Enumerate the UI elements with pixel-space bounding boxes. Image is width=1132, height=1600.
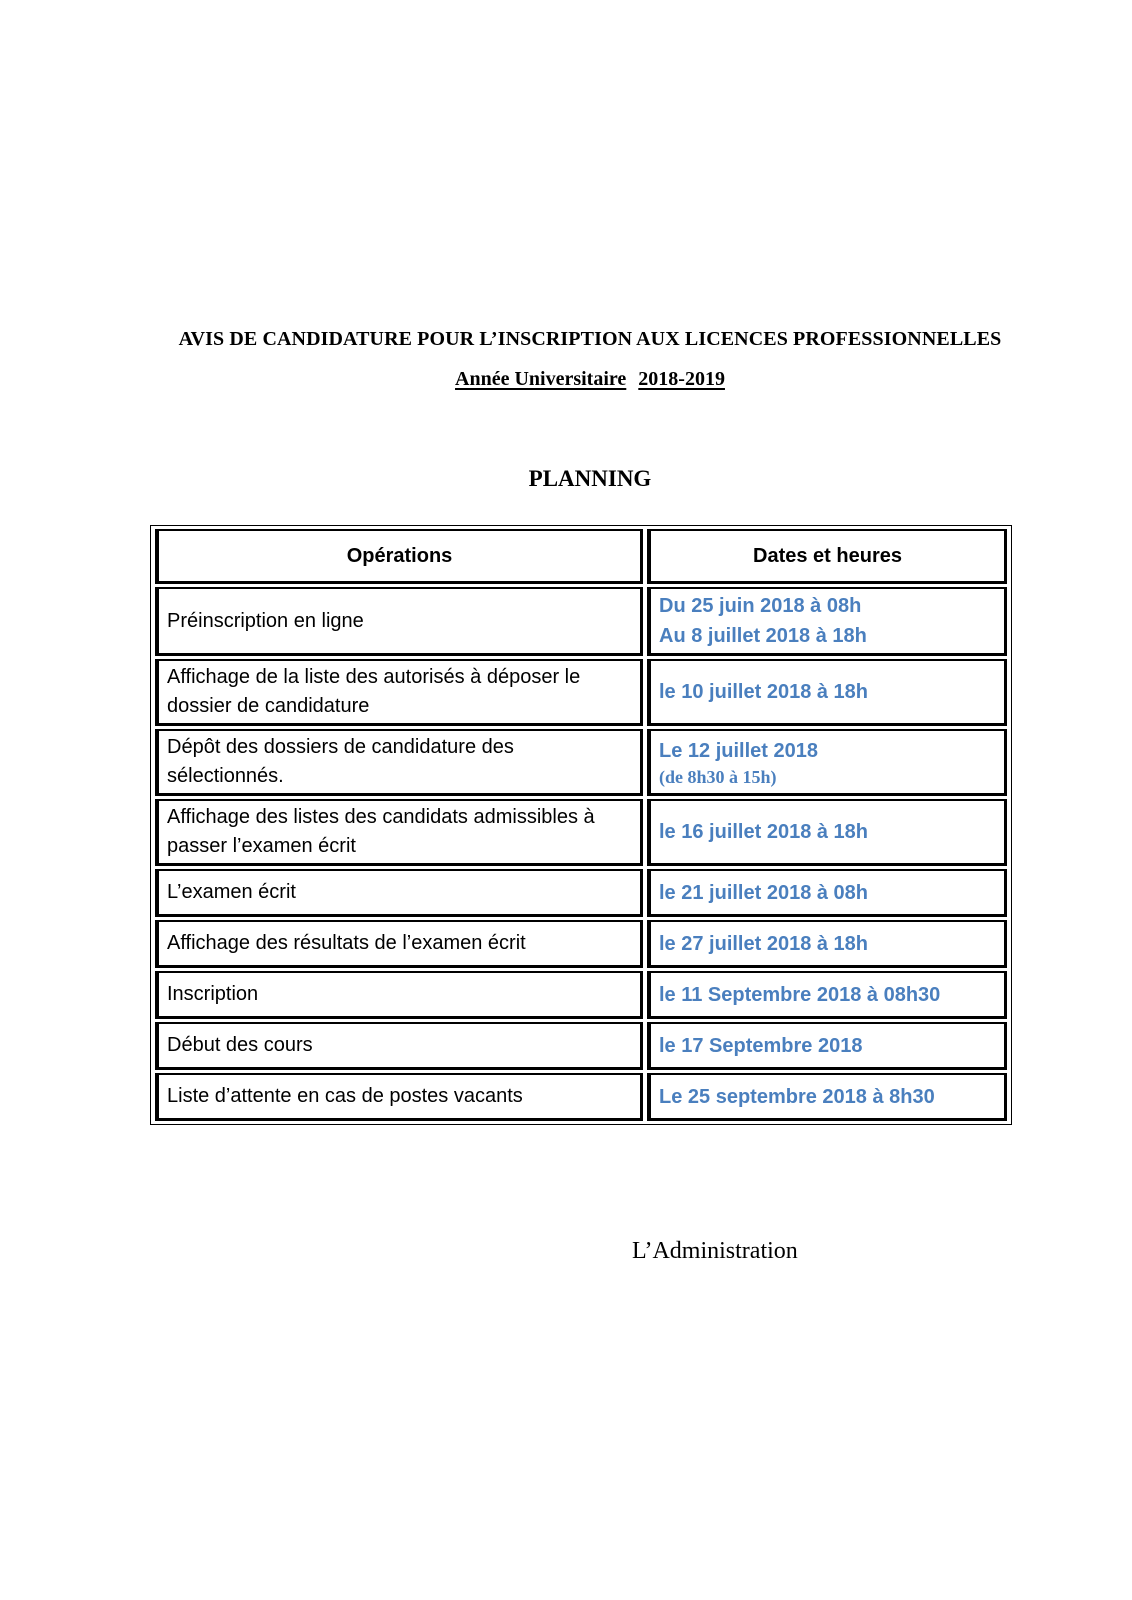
date-cell: le 21 juillet 2018 à 08h <box>647 869 1007 917</box>
table-row <box>155 869 1007 917</box>
table-row <box>155 587 1007 656</box>
table-header-row <box>155 529 1007 584</box>
date-cell: le 17 Septembre 2018 <box>647 1022 1007 1070</box>
table-row <box>155 1073 1007 1121</box>
operation-cell: L’examen écrit <box>155 869 643 917</box>
date-cell: le 27 juillet 2018 à 18h <box>647 920 1007 968</box>
operation-cell: Début des cours <box>155 1022 643 1070</box>
date-note: (de 8h30 à 15h) <box>659 767 777 787</box>
date-cell <box>647 587 1007 656</box>
date-line: Au 8 juillet 2018 à 18h <box>659 625 867 647</box>
operation-cell: Liste d’attente en cas de postes vacants <box>155 1073 643 1121</box>
date-cell <box>647 729 1007 796</box>
table-row <box>155 729 1007 796</box>
date-cell: le 10 juillet 2018 à 18h <box>647 659 1007 726</box>
operation-cell: Préinscription en ligne <box>155 587 643 656</box>
planning-heading: PLANNING <box>528 466 652 491</box>
date-line: Le 12 juillet 2018 <box>659 740 818 762</box>
date-line: Du 25 juin 2018 à 08h <box>659 595 862 617</box>
table-row <box>155 1022 1007 1070</box>
document-title: AVIS DE CANDIDATURE POUR L’INSCRIPTION AUX LICENCES PROFESSIONNELLES <box>178 328 1002 350</box>
column-header-dates: Dates et heures <box>647 529 1007 584</box>
planning-table-frame <box>150 525 1012 1125</box>
academic-year-value: 2018-2019 <box>638 368 725 390</box>
date-cell: le 11 Septembre 2018 à 08h30 <box>647 971 1007 1019</box>
operation-cell: Dépôt des dossiers de candidature des sélectionnés. <box>155 729 643 796</box>
date-cell: Le 25 septembre 2018 à 8h30 <box>647 1073 1007 1121</box>
table-row <box>155 971 1007 1019</box>
table-row <box>155 659 1007 726</box>
operation-cell: Inscription <box>155 971 643 1019</box>
table-row <box>155 799 1007 866</box>
column-header-operations: Opérations <box>155 529 643 584</box>
operation-cell: Affichage de la liste des autorisés à déposer le dossier de candidature <box>155 659 643 726</box>
academic-year-label: Année Universitaire <box>455 368 627 390</box>
academic-year-line <box>0 368 1132 391</box>
operation-cell: Affichage des résultats de l’examen écrit <box>155 920 643 968</box>
date-cell: le 16 juillet 2018 à 18h <box>647 799 1007 866</box>
planning-table <box>151 526 1011 1124</box>
table-row <box>155 920 1007 968</box>
signature: L’Administration <box>632 1238 798 1264</box>
operation-cell: Affichage des listes des candidats admissibles à passer l’examen écrit <box>155 799 643 866</box>
